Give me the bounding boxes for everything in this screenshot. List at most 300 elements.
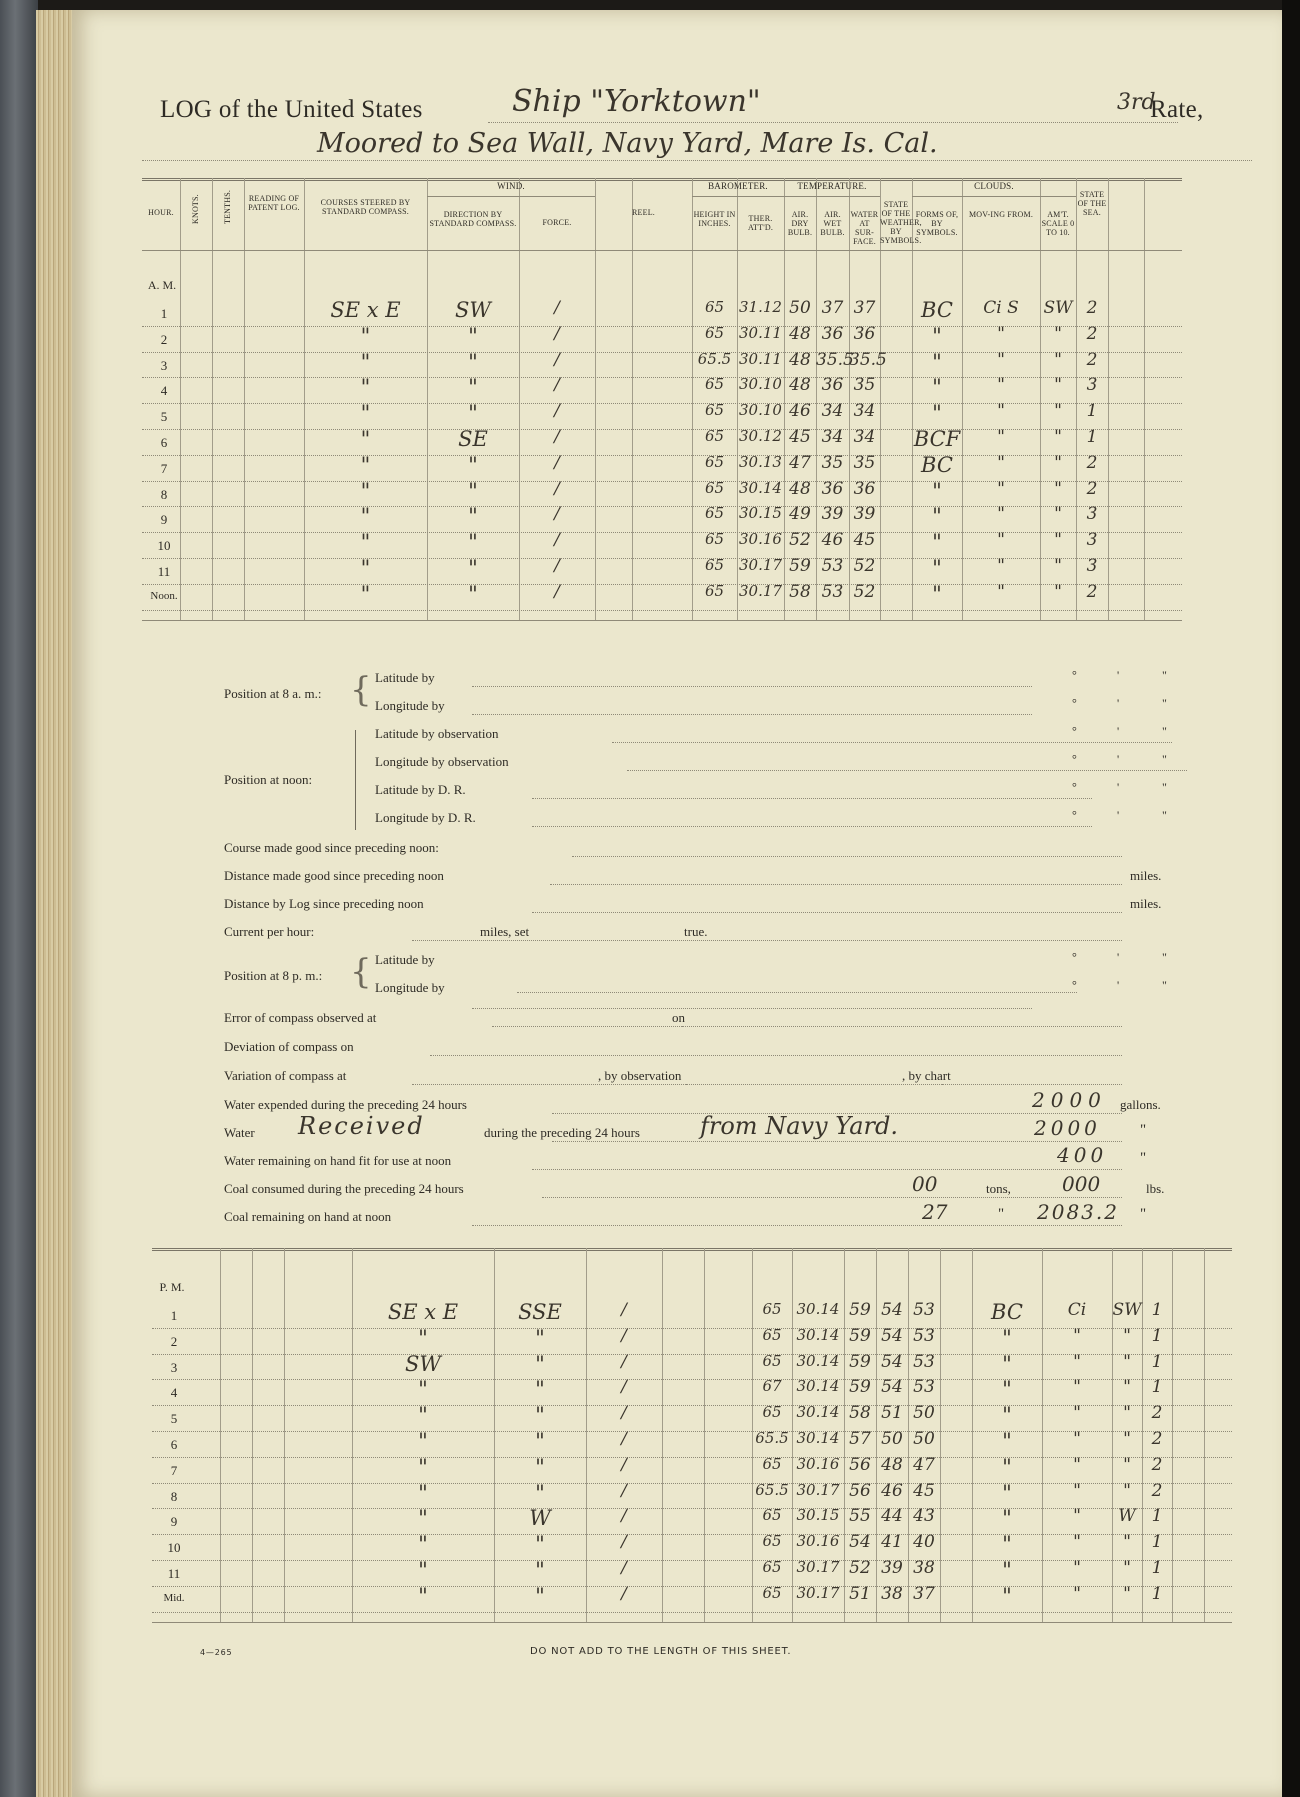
pm-label: P. M. xyxy=(159,1280,185,1294)
fill-line xyxy=(532,798,1092,799)
pm-cell-col1: 65 xyxy=(762,1583,782,1602)
pm-cell-forms: " xyxy=(1073,1377,1081,1398)
pm-cell-course: " xyxy=(418,1325,428,1350)
pm-col-line xyxy=(1172,1248,1173,1622)
am-cell-force: / xyxy=(554,452,560,473)
ship-name: Ship "Yorktown" xyxy=(512,84,761,119)
pm-cell-wet: 50 xyxy=(913,1403,935,1424)
am-col-line xyxy=(1076,178,1077,620)
am-cell-moving: " xyxy=(1054,427,1062,447)
pm-cell-wind-dir: SSE xyxy=(518,1300,562,1324)
am-cell-wet: 34 xyxy=(853,427,876,447)
coal-consumed-lbs: 000 xyxy=(1062,1172,1101,1196)
am-label: A. M. xyxy=(147,278,177,292)
pm-cell-wind-dir: " xyxy=(535,1532,545,1557)
am-cell-height: 30.11 xyxy=(739,323,782,342)
am-cell-weather: BCF xyxy=(913,427,961,451)
dms-marker: ' xyxy=(1117,696,1120,710)
am-cell-wet: 39 xyxy=(853,504,876,525)
pm-cell-moving: W xyxy=(1118,1506,1136,1527)
pm-hour-label: 9 xyxy=(170,1514,178,1530)
pm-cell-wet: 43 xyxy=(913,1506,935,1527)
am-cell-dry: 34 xyxy=(821,401,844,422)
am-cell-ther: 50 xyxy=(789,298,811,318)
pm-cell-dry: 46 xyxy=(881,1480,903,1501)
am-cell-course: " xyxy=(360,401,371,426)
am-cell-force: / xyxy=(554,478,560,499)
am-cell-weather: " xyxy=(932,349,942,374)
current-per-hour: Current per hour: xyxy=(224,924,315,939)
am-cell-weather: " xyxy=(932,478,942,503)
am-cell-wind-dir: " xyxy=(468,530,478,555)
pm-cell-weather: " xyxy=(1002,1429,1012,1453)
fill-line xyxy=(472,686,1032,687)
pm-cell-dry: 54 xyxy=(881,1351,903,1372)
am-cell-moving: " xyxy=(1054,452,1062,473)
pm-cell-dry: 44 xyxy=(881,1506,903,1527)
fill-line xyxy=(532,1169,1122,1170)
pm-cell-moving: " xyxy=(1123,1351,1131,1372)
am-cell-weather: " xyxy=(932,581,942,606)
am-cell-wet: 45 xyxy=(853,530,876,551)
pos-8am-long: Longitude by xyxy=(375,698,445,713)
dms-marker: ° xyxy=(1072,724,1077,738)
pm-bottom-rule xyxy=(152,1622,1232,1623)
am-head-temp-wet: AIR. WET BULB. xyxy=(820,210,845,237)
pm-cell-height: 30.14 xyxy=(796,1300,840,1318)
am-col-line xyxy=(244,178,245,620)
am-cell-wind-dir: " xyxy=(468,581,478,606)
pm-cell-course: " xyxy=(418,1480,428,1505)
dms-marker: " xyxy=(1162,978,1167,992)
am-cell-height: 30.17 xyxy=(739,581,782,600)
am-cell-weather: " xyxy=(932,375,942,400)
rate-value: 3rd xyxy=(1117,90,1156,115)
pm-cell-dry: 38 xyxy=(881,1583,903,1604)
pm-cell-moving: " xyxy=(1123,1558,1131,1578)
am-cell-ther: 52 xyxy=(789,530,811,551)
am-cell-force: / xyxy=(554,556,560,576)
am-cell-amount: 1 xyxy=(1086,427,1098,447)
am-cell-col1: 65 xyxy=(704,530,725,549)
am-cell-course: " xyxy=(360,375,371,400)
am-cell-ther: 47 xyxy=(789,452,811,473)
pm-cell-forms: Ci xyxy=(1067,1300,1087,1320)
pm-cell-force: / xyxy=(621,1532,627,1553)
am-cell-course: " xyxy=(360,427,371,451)
am-cell-height: 30.11 xyxy=(739,349,782,368)
am-cell-course: " xyxy=(360,478,371,503)
variation-of-compass: Variation of compass at xyxy=(224,1068,347,1083)
am-cell-height: 30.10 xyxy=(739,401,782,420)
am-cell-col1: 65.5 xyxy=(697,349,732,368)
am-head-temp-water: WATER AT SUR-FACE. xyxy=(850,210,879,246)
pm-hour-label: 6 xyxy=(170,1437,178,1452)
am-cell-amount: 2 xyxy=(1086,298,1098,318)
pm-cell-wet: 50 xyxy=(913,1429,935,1449)
am-cell-wind-dir: " xyxy=(468,556,478,580)
sheet-notice: DO NOT ADD TO THE LENGTH OF THIS SHEET. xyxy=(530,1646,792,1657)
pm-cell-weather: " xyxy=(1002,1454,1012,1479)
pm-col-line xyxy=(662,1248,663,1622)
am-cell-weather: BC xyxy=(921,452,953,477)
coal-remaining-lbs: 2083.2 xyxy=(1037,1200,1119,1224)
pm-cell-force: / xyxy=(621,1403,627,1424)
pm-cell-dry: 39 xyxy=(881,1558,903,1578)
am-cell-height: 30.17 xyxy=(739,556,782,574)
pm-cell-course: " xyxy=(418,1454,428,1479)
pm-cell-wet: 40 xyxy=(913,1532,935,1553)
am-head-courses: COURSES STEERED BY STANDARD COMPASS. xyxy=(320,198,411,216)
am-hour-label: 5 xyxy=(160,409,168,425)
pm-hour-label: Mid. xyxy=(163,1591,185,1604)
fill-line xyxy=(942,1084,1122,1085)
dms-marker: " xyxy=(1162,668,1167,682)
pm-cell-course: " xyxy=(418,1532,428,1557)
water-remaining-value: 400 xyxy=(1057,1143,1108,1167)
water-received-value: 2000 xyxy=(1034,1116,1101,1140)
pm-cell-ther: 52 xyxy=(849,1558,871,1578)
pm-cell-dry: 51 xyxy=(881,1403,903,1424)
am-head-clouds-amount: AM'T. SCALE 0 TO 10. xyxy=(1041,210,1075,237)
dms-marker: " xyxy=(1162,780,1167,794)
am-cell-height: 30.12 xyxy=(739,427,782,445)
pm-cell-wet: 45 xyxy=(913,1480,935,1501)
pm-cell-wind-dir: " xyxy=(535,1325,545,1350)
pm-cell-ther: 58 xyxy=(849,1403,871,1424)
dms-marker: " xyxy=(1162,808,1167,822)
pm-cell-moving: SW xyxy=(1112,1300,1142,1320)
am-head-baro-ther: THER. ATT'D. xyxy=(747,214,774,232)
water-expended-value: 2000 xyxy=(1032,1088,1107,1112)
am-hour-label: 10 xyxy=(157,538,171,554)
am-cell-dry: 36 xyxy=(821,375,844,396)
dms-marker: ° xyxy=(1072,950,1077,964)
distance-made-good: Distance made good since preceding noon xyxy=(224,868,444,883)
am-cell-wet: 36 xyxy=(853,478,876,499)
am-cell-forms: " xyxy=(997,401,1005,422)
am-cell-course: " xyxy=(360,556,371,580)
am-cell-forms: " xyxy=(997,581,1005,602)
am-cell-course: " xyxy=(360,581,371,606)
pm-cell-forms: " xyxy=(1073,1480,1081,1501)
am-head-wind-direction: DIRECTION BY STANDARD COMPASS. xyxy=(429,210,517,228)
am-cell-forms: " xyxy=(997,478,1005,499)
pm-cell-ther: 59 xyxy=(849,1351,871,1372)
water-during-24: during the preceding 24 hours xyxy=(484,1125,640,1140)
am-cell-height: 30.13 xyxy=(739,452,782,471)
pm-cell-col1: 65 xyxy=(762,1300,782,1318)
water-received-ditto: " xyxy=(1140,1122,1147,1138)
am-cell-moving: " xyxy=(1054,375,1062,396)
am-head-wind-force: FORCE. xyxy=(542,218,572,227)
am-cell-amount: 2 xyxy=(1086,581,1098,602)
pm-cell-forms: " xyxy=(1073,1325,1081,1346)
am-hour-label: 9 xyxy=(160,512,168,528)
pm-cell-height: 30.14 xyxy=(796,1429,840,1447)
am-cell-ther: 58 xyxy=(789,581,811,602)
error-of-compass: Error of compass observed at xyxy=(224,1010,377,1025)
pm-cell-ther: 56 xyxy=(849,1454,871,1475)
am-cell-moving: " xyxy=(1054,401,1062,422)
pm-hour-label: 2 xyxy=(170,1333,178,1349)
am-cell-wet: 52 xyxy=(853,581,876,602)
am-cell-dry: 39 xyxy=(821,504,844,525)
am-group-barometer: BAROMETER. xyxy=(708,181,768,191)
pos-8am-brace: { xyxy=(350,670,372,710)
pm-cell-amount: 1 xyxy=(1151,1532,1163,1553)
am-cell-ther: 59 xyxy=(789,556,811,576)
coal-tons-label: tons, xyxy=(986,1181,1011,1196)
pm-cell-force: / xyxy=(621,1583,627,1604)
dms-marker: ° xyxy=(1072,808,1077,822)
am-col-line xyxy=(632,178,633,620)
pm-cell-force: / xyxy=(621,1325,627,1346)
pm-cell-course: SW xyxy=(405,1351,441,1376)
pm-cell-wind-dir: " xyxy=(535,1377,545,1402)
pm-cell-height: 30.14 xyxy=(796,1325,840,1344)
pm-cell-force: / xyxy=(621,1506,627,1527)
pm-cell-course: " xyxy=(418,1506,428,1531)
pm-cell-course: " xyxy=(418,1558,428,1582)
pm-cell-dry: 48 xyxy=(881,1454,903,1475)
am-cell-moving: " xyxy=(1054,530,1062,551)
pm-cell-height: 30.17 xyxy=(796,1558,840,1576)
am-cell-dry: 36 xyxy=(821,478,844,499)
am-cell-force: / xyxy=(554,298,560,318)
pm-col-line xyxy=(284,1248,285,1622)
am-cell-force: / xyxy=(554,401,560,422)
pm-cell-col1: 65 xyxy=(762,1351,782,1370)
dms-marker: ' xyxy=(1117,978,1120,992)
am-cell-col1: 65 xyxy=(704,504,725,523)
pm-cell-forms: " xyxy=(1073,1558,1081,1578)
am-cell-col1: 65 xyxy=(704,478,725,497)
am-cell-forms: " xyxy=(997,452,1005,473)
pm-cell-amount: 1 xyxy=(1151,1583,1163,1604)
am-cell-forms: Ci S xyxy=(983,298,1019,318)
pm-cell-wet: 53 xyxy=(913,1300,935,1320)
pm-col-line xyxy=(704,1248,705,1622)
pm-hour-label: 10 xyxy=(167,1540,181,1556)
am-col-line xyxy=(962,178,963,620)
am-head-clouds-moving: MOV-ING FROM. xyxy=(968,210,1034,219)
error-on: on xyxy=(672,1010,685,1025)
pm-cell-forms: " xyxy=(1073,1351,1081,1372)
pm-col-line xyxy=(1204,1248,1205,1622)
fill-line xyxy=(517,992,1077,993)
am-cell-col1: 65 xyxy=(704,581,725,600)
pm-cell-dry: 54 xyxy=(881,1300,903,1320)
am-cell-dry: 35 xyxy=(821,452,844,473)
am-cell-forms: " xyxy=(997,530,1005,551)
fill-line xyxy=(472,714,1032,715)
variation-by-observation: , by observation xyxy=(598,1068,682,1083)
am-head-patent-log: READING OF PATENT LOG. xyxy=(248,194,300,212)
am-cell-forms: " xyxy=(997,504,1005,525)
pos-8pm-long: Longitude by xyxy=(375,980,445,995)
fill-line xyxy=(682,1026,1122,1027)
pm-cell-ther: 59 xyxy=(849,1300,871,1320)
am-cell-course: " xyxy=(360,504,371,529)
dms-marker: ° xyxy=(1072,780,1077,794)
am-col-line xyxy=(1108,178,1109,620)
am-cell-dry: 53 xyxy=(821,556,844,576)
pm-cell-force: / xyxy=(621,1558,627,1578)
pos-noon-long-dr: Longitude by D. R. xyxy=(375,810,476,825)
pm-cell-force: / xyxy=(621,1300,627,1320)
pm-cell-ther: 54 xyxy=(849,1532,871,1553)
pm-cell-amount: 2 xyxy=(1151,1429,1163,1449)
am-cell-wind-dir: " xyxy=(468,401,478,426)
pos-noon-lat-obs: Latitude by observation xyxy=(375,726,499,741)
pm-hour-label: 1 xyxy=(170,1308,178,1323)
pm-cell-forms: " xyxy=(1073,1583,1081,1604)
pm-cell-amount: 1 xyxy=(1151,1558,1163,1578)
pm-cell-course: " xyxy=(418,1403,428,1428)
right-dark-edge xyxy=(1282,0,1300,1797)
am-cell-height: 30.14 xyxy=(739,478,782,497)
am-group-rule xyxy=(692,196,784,197)
am-group-clouds: CLOUDS. xyxy=(974,181,1014,191)
am-cell-wind-dir: " xyxy=(468,452,478,477)
water-remaining-ditto: " xyxy=(1140,1150,1147,1166)
pos-8pm-label: Position at 8 p. m.: xyxy=(224,968,323,983)
am-cell-forms: " xyxy=(997,556,1005,576)
am-hour-label: 11 xyxy=(157,564,171,579)
pm-cell-amount: 2 xyxy=(1151,1403,1163,1424)
am-hour-label: 1 xyxy=(160,306,168,321)
pm-cell-course: " xyxy=(418,1377,428,1402)
pm-cell-amount: 1 xyxy=(1151,1325,1163,1346)
am-cell-moving: " xyxy=(1054,581,1062,602)
am-cell-weather: BC xyxy=(921,298,953,322)
am-head-tenths: TENTHS. xyxy=(223,189,232,224)
pm-cell-moving: " xyxy=(1123,1325,1131,1346)
pm-cell-wet: 37 xyxy=(913,1583,935,1604)
coal-remaining-ditto: " xyxy=(998,1206,1005,1222)
am-cell-force: / xyxy=(554,581,560,602)
am-cell-ther: 48 xyxy=(789,349,811,370)
pm-cell-dry: 54 xyxy=(881,1377,903,1398)
am-head-temp-dry: AIR. DRY BULB. xyxy=(787,210,813,237)
am-cell-ther: 48 xyxy=(789,375,811,396)
am-hour-label: 4 xyxy=(160,383,168,399)
pm-cell-course: SE x E xyxy=(387,1300,459,1324)
pm-cell-wet: 38 xyxy=(913,1558,935,1578)
am-cell-amount: 3 xyxy=(1086,530,1098,551)
pm-hour-label: 8 xyxy=(170,1488,178,1504)
pm-cell-wet: 53 xyxy=(913,1325,935,1346)
fill-line xyxy=(552,1141,1122,1142)
pm-cell-force: / xyxy=(621,1454,627,1475)
fill-line xyxy=(472,1225,1122,1226)
pm-col-line xyxy=(252,1248,253,1622)
pm-cell-dry: 41 xyxy=(881,1532,903,1553)
book-binding xyxy=(0,0,38,1797)
am-group-temperature: TEMPERATURE. xyxy=(797,181,867,191)
am-bottom-rule xyxy=(142,620,1182,621)
pm-cell-wind-dir: " xyxy=(535,1583,545,1608)
pm-cell-forms: " xyxy=(1073,1403,1081,1424)
am-cell-amount: 3 xyxy=(1086,556,1098,576)
dms-marker: ° xyxy=(1072,668,1077,682)
am-cell-wet: 35 xyxy=(853,452,876,473)
am-row-rule xyxy=(142,610,1182,611)
dms-marker: ' xyxy=(1117,808,1120,822)
am-cell-wind-dir: SW xyxy=(455,298,491,322)
water-gallons: gallons. xyxy=(1120,1097,1161,1112)
header-rule-1 xyxy=(488,122,1178,123)
am-cell-weather: " xyxy=(932,323,942,348)
pm-cell-wind-dir: " xyxy=(535,1429,545,1453)
am-cell-moving: " xyxy=(1054,478,1062,499)
dms-marker: ° xyxy=(1072,696,1077,710)
pm-col-line xyxy=(940,1248,941,1622)
coal-lbs-label: lbs. xyxy=(1146,1181,1165,1196)
am-cell-amount: 2 xyxy=(1086,452,1098,473)
am-cell-col1: 65 xyxy=(704,323,725,342)
pm-cell-amount: 1 xyxy=(1151,1506,1163,1527)
dms-marker: ' xyxy=(1117,668,1120,682)
pos-8am-label: Position at 8 a. m.: xyxy=(224,686,322,701)
fill-line xyxy=(430,1055,1122,1056)
dms-marker: " xyxy=(1162,724,1167,738)
pos-8am-lat: Latitude by xyxy=(375,670,435,685)
header-rule-2 xyxy=(142,160,1252,161)
am-cell-dry: 46 xyxy=(821,530,844,551)
pm-cell-height: 30.16 xyxy=(796,1532,840,1551)
pm-cell-col1: 65 xyxy=(762,1325,782,1344)
am-cell-wind-dir: " xyxy=(468,504,478,529)
pm-cell-forms: " xyxy=(1073,1429,1081,1449)
am-cell-height: 30.15 xyxy=(739,504,782,523)
dms-marker: ' xyxy=(1117,724,1120,738)
pm-cell-weather: " xyxy=(1002,1325,1012,1350)
am-cell-col1: 65 xyxy=(704,427,725,445)
fill-line xyxy=(472,1008,1032,1009)
pm-cell-height: 30.14 xyxy=(796,1403,840,1422)
am-col-line xyxy=(692,178,693,620)
am-cell-amount: 2 xyxy=(1086,323,1098,344)
pm-cell-dry: 50 xyxy=(881,1429,903,1449)
fill-line xyxy=(572,856,1122,857)
am-cell-wet: 52 xyxy=(853,556,876,576)
fill-line xyxy=(627,770,1187,771)
pm-cell-height: 30.15 xyxy=(796,1506,840,1525)
pm-cell-ther: 55 xyxy=(849,1506,871,1527)
am-cell-wind-dir: SE xyxy=(458,427,488,451)
course-made-good: Course made good since preceding noon: xyxy=(224,840,439,855)
coal-remaining-lbs-ditto: " xyxy=(1140,1206,1147,1222)
water-received-word: Received xyxy=(298,1112,425,1140)
pm-row-rule xyxy=(152,1612,1232,1613)
am-head-knots: KNOTS. xyxy=(191,194,200,224)
pm-cell-wet: 47 xyxy=(913,1454,935,1475)
am-cell-dry: 37 xyxy=(821,298,844,318)
pm-cell-forms: " xyxy=(1073,1532,1081,1553)
pm-cell-amount: 2 xyxy=(1151,1454,1163,1475)
pm-cell-height: 30.16 xyxy=(796,1454,840,1473)
pm-cell-weather: " xyxy=(1002,1583,1012,1608)
dms-marker: ' xyxy=(1117,950,1120,964)
pm-cell-height: 30.14 xyxy=(796,1351,840,1370)
dms-marker: ° xyxy=(1072,978,1077,992)
pm-hour-label: 4 xyxy=(170,1385,178,1401)
am-head-clouds-forms: FORMS OF, BY SYMBOLS. xyxy=(915,210,959,237)
am-cell-course: SE x E xyxy=(330,298,401,322)
pm-cell-moving: " xyxy=(1123,1377,1131,1398)
